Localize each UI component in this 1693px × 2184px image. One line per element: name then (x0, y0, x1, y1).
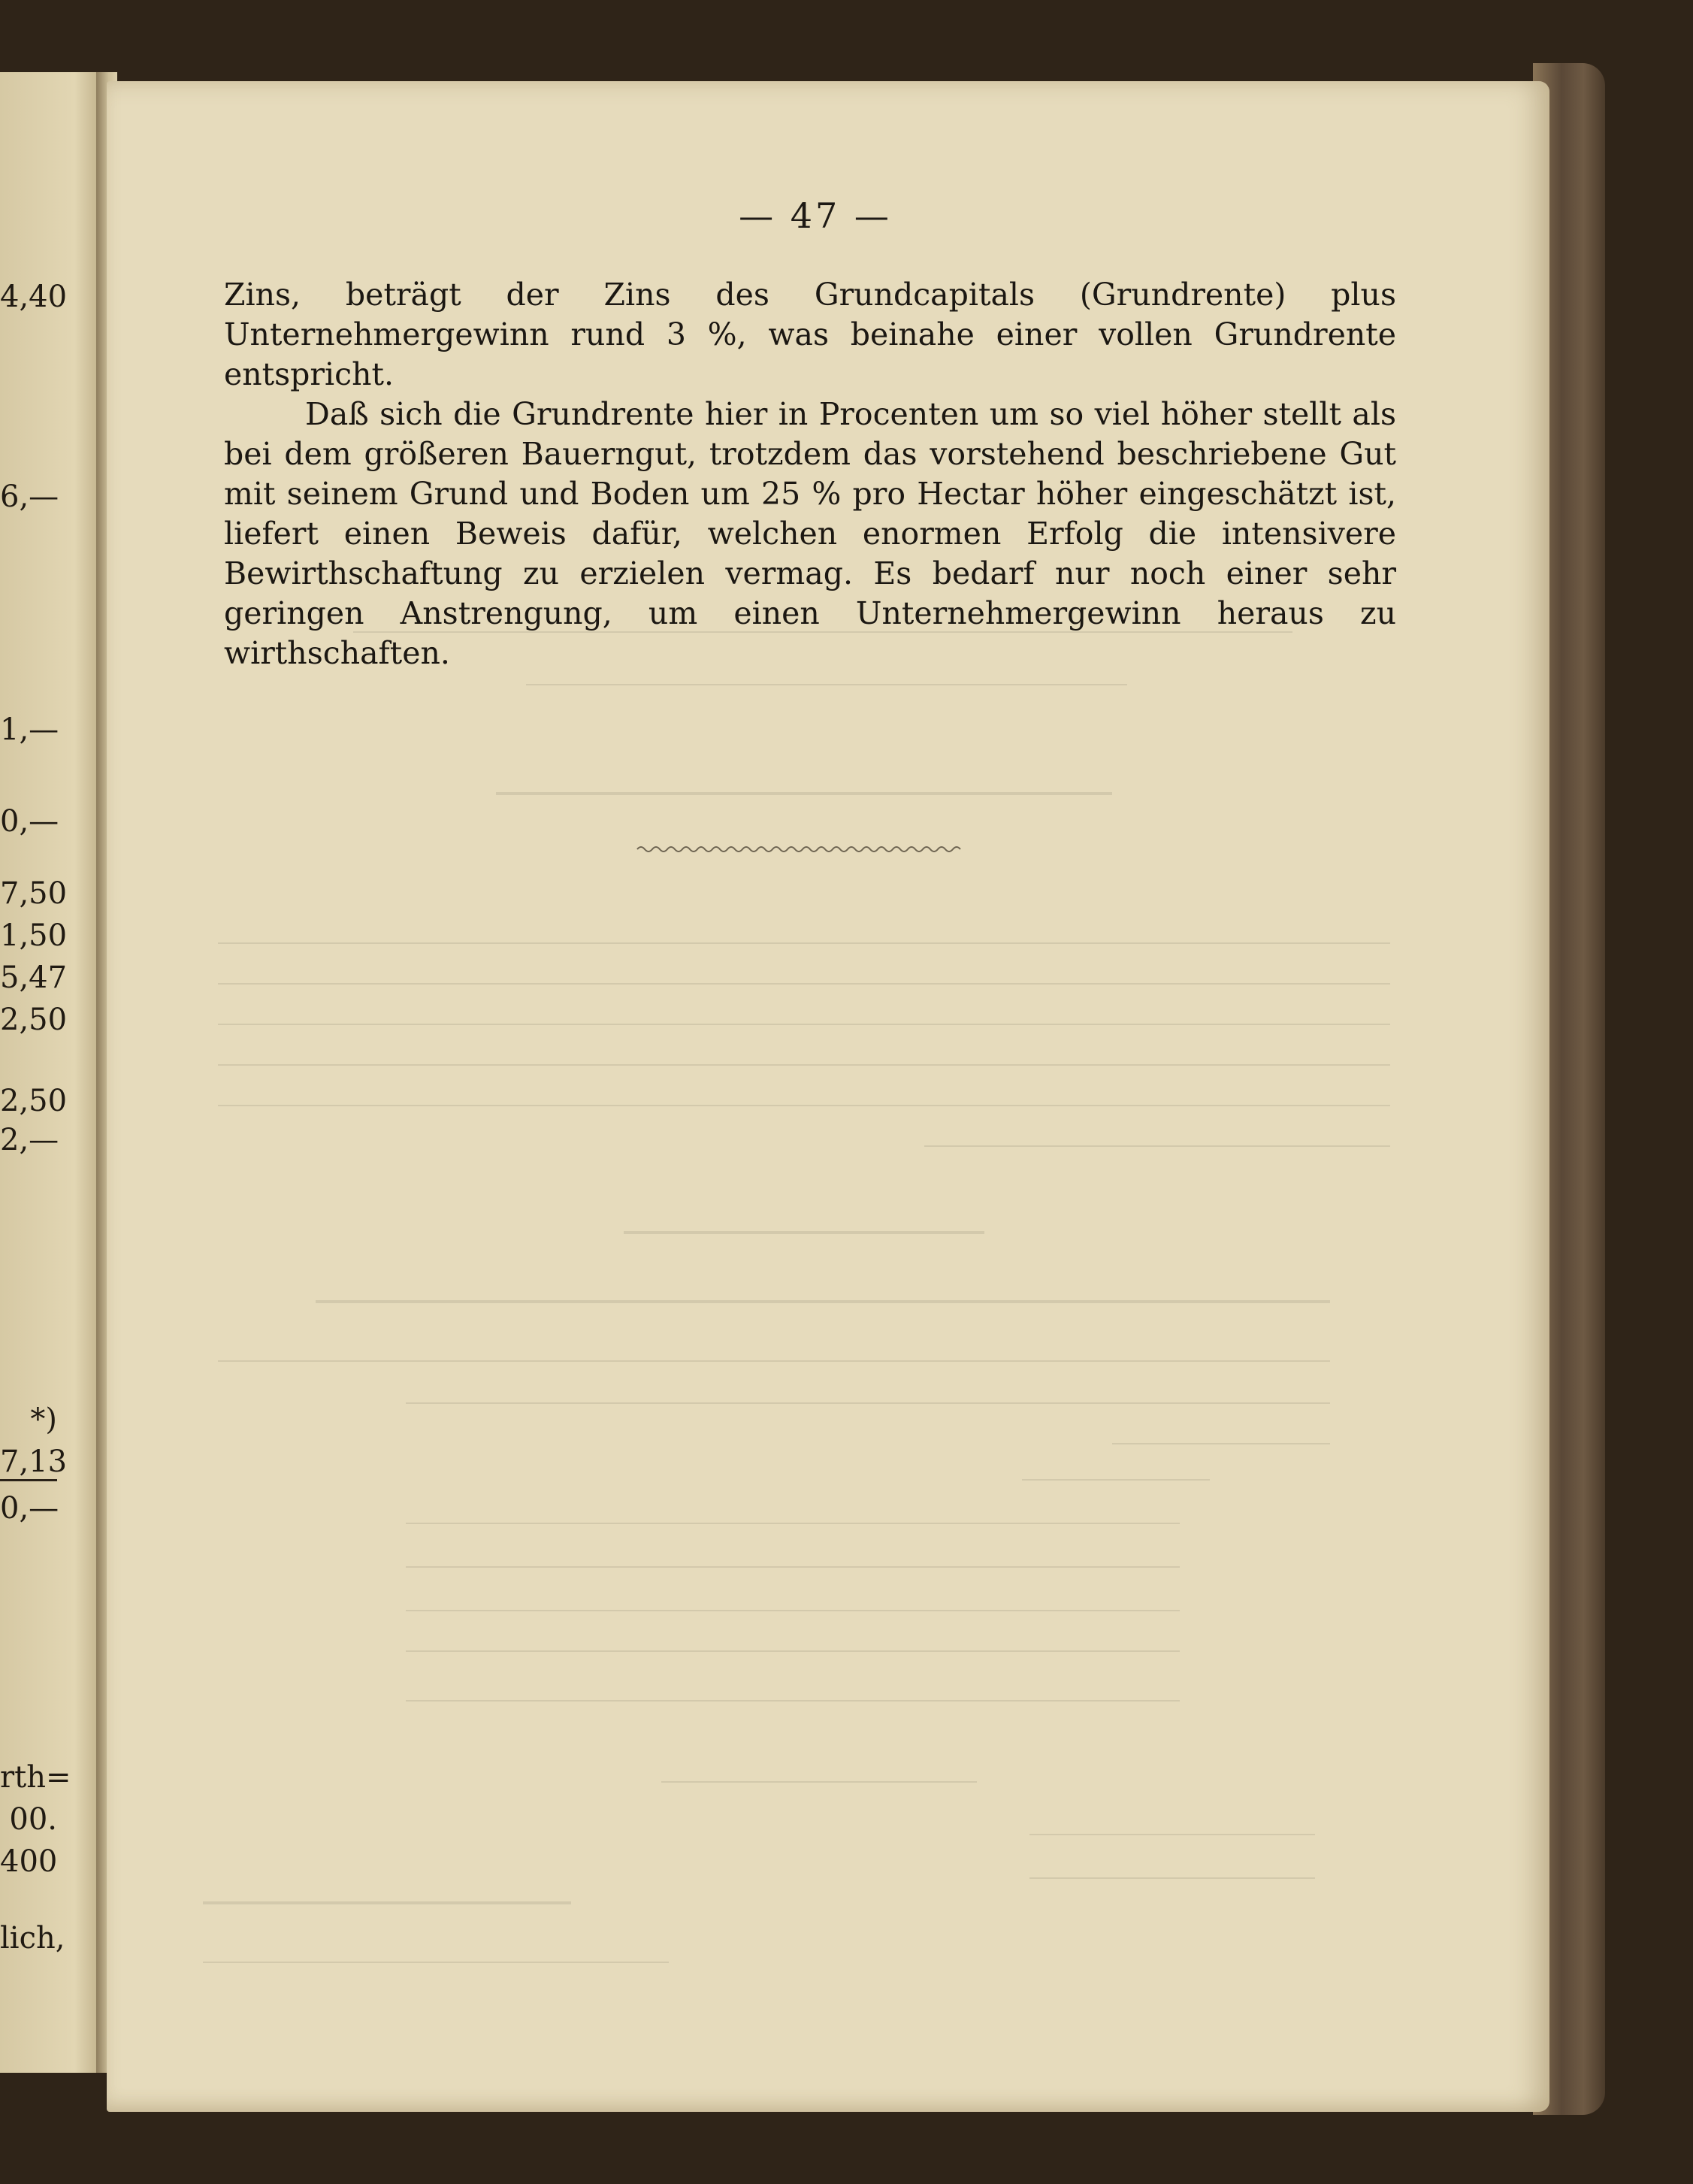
margin-fragment: *) (30, 1402, 57, 1437)
margin-fragment: 0,— (0, 1491, 59, 1526)
margin-fragment: 00. (9, 1802, 57, 1837)
margin-fragment: 2,— (0, 1123, 59, 1157)
wavy-separator (637, 845, 960, 854)
paragraph-2: Daß sich die Grundrente hier in Procenten um so viel höher stellt als bei dem größeren Bauerngut, trotzdem das vorstehend beschriebene Gut mit seinem Grund und Boden um 25 % pro Hectar höher eingeschätzt ist, liefert einen Beweis dafür, welchen enormen Erfolg die intensivere Bewirthschaftung zu erzielen vermag. Es bedarf nur noch einer sehr geringen Anstrengung, um einen Unternehmergewinn heraus zu wirthschaften. (224, 396, 1396, 671)
margin-fragment: lich, (0, 1921, 65, 1956)
margin-fragment: 7,13 (0, 1444, 57, 1481)
margin-fragment: 1,50 (0, 918, 68, 953)
margin-fragment: 4,40 (0, 280, 68, 314)
margin-fragment: 2,50 (0, 1003, 68, 1037)
margin-fragment: 1,— (0, 712, 59, 747)
margin-fragment: 7,50 (0, 876, 68, 911)
paragraph-1: Zins, beträgt der Zins des Grundcapitals (Grundrente) plus Unternehmergewinn rund 3 %, was beinahe einer vollen Grundrente entspricht. (224, 277, 1396, 392)
left-page-margin-numbers (0, 0, 105, 2184)
main-text (224, 275, 1396, 673)
margin-fragment: 0,— (0, 804, 59, 839)
margin-fragment: 2,50 (0, 1084, 68, 1118)
margin-fragment: 400 (0, 1844, 58, 1879)
margin-fragment: 6,— (0, 479, 59, 514)
margin-fragment: 5,47 (0, 960, 68, 995)
page-number: — 47 — (739, 195, 892, 236)
margin-fragment: rth= (0, 1760, 71, 1795)
